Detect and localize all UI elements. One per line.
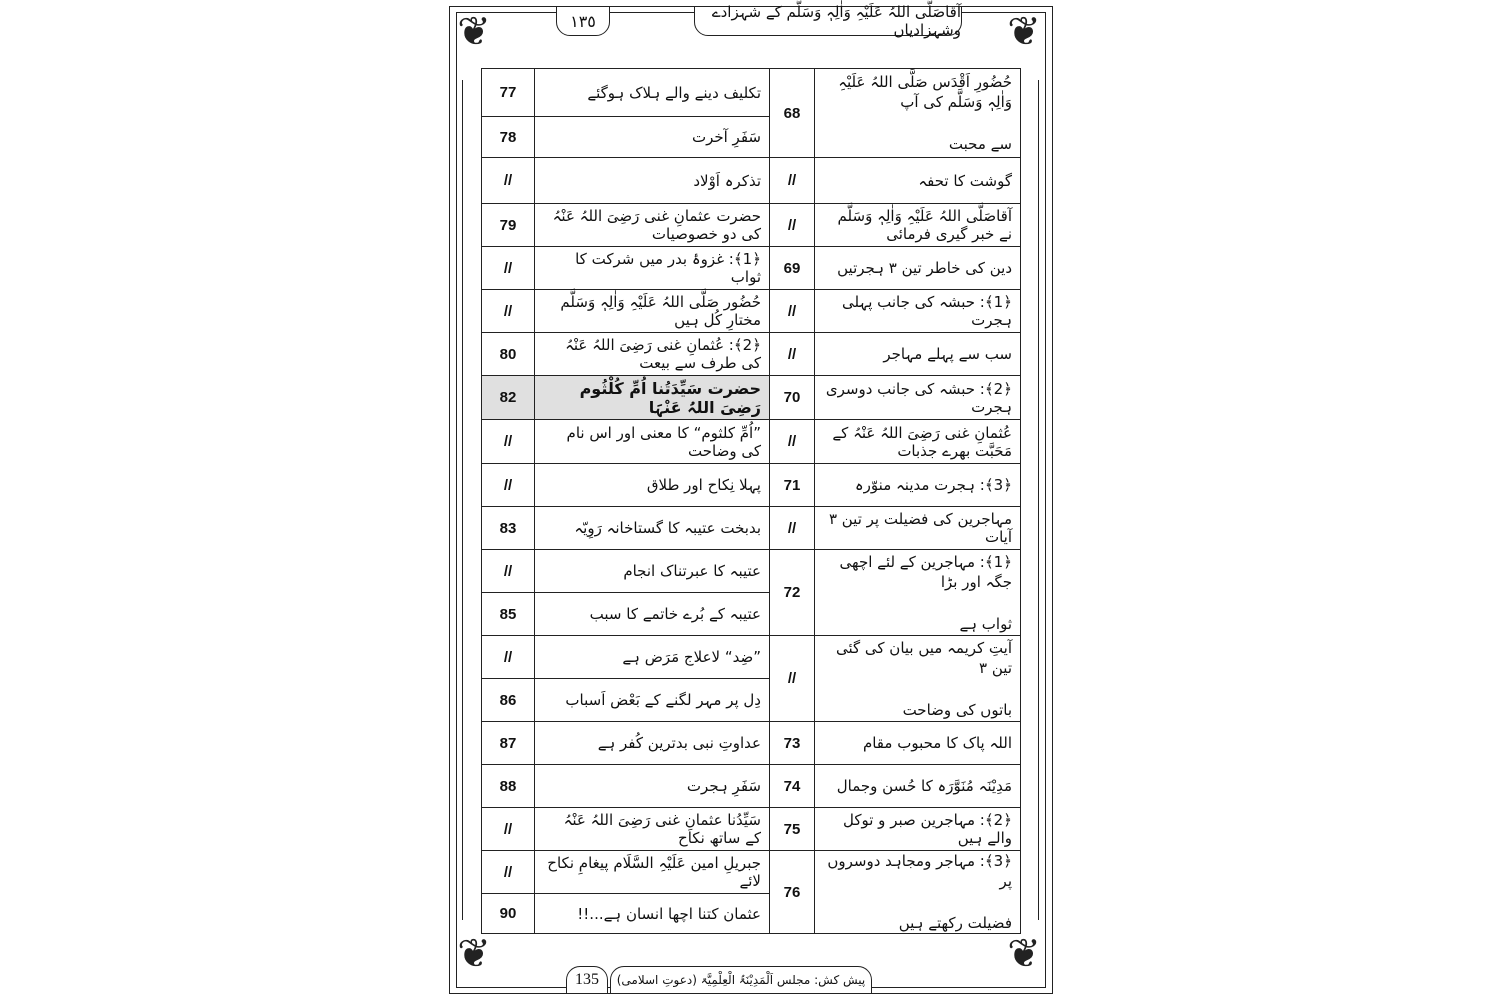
right-entry-line: ﴿1﴾: مہاجرین کے لئے اچھی جگہ اور بڑا xyxy=(839,552,1012,591)
right-page-number: // xyxy=(770,333,815,376)
left-ornament-rule xyxy=(462,80,463,920)
left-page-number: 78 xyxy=(482,117,535,158)
right-page-number: 75 xyxy=(770,808,815,851)
left-page-number: // xyxy=(482,290,535,333)
right-entry[interactable]: ﴿1﴾: حبشہ کی جانب پہلی ہجرت xyxy=(815,290,1021,333)
left-entry[interactable]: تکلیف دینے والے ہلاک ہوگئے xyxy=(535,69,770,117)
left-entry[interactable]: عداوتِ نبی بدترین کُفر ہے xyxy=(535,722,770,765)
right-page-number: 76 xyxy=(770,851,815,934)
table-row xyxy=(482,464,1021,507)
left-entry[interactable]: سَفَرِ ہجرت xyxy=(535,765,770,808)
left-page-number: 79 xyxy=(482,204,535,247)
right-page-number: // xyxy=(770,507,815,550)
left-page-number: // xyxy=(482,808,535,851)
left-page-number: // xyxy=(482,247,535,290)
right-entry-line: آیتِ کریمہ میں بیان کی گئی تین ۳ xyxy=(835,638,1012,677)
table-row-highlighted xyxy=(482,376,1021,420)
left-page-number: // xyxy=(482,851,535,894)
right-page-number: 71 xyxy=(770,464,815,507)
left-entry[interactable]: سَفَرِ آخرت xyxy=(535,117,770,158)
left-entry[interactable]: عثمان کتنا اچھا انسان ہے...!! xyxy=(535,894,770,934)
right-entry-line: باتوں کی وضاحت xyxy=(902,700,1012,719)
left-page-number: 87 xyxy=(482,722,535,765)
left-entry[interactable]: حضرت عثمانِ غنی رَضِیَ اللہُ عَنْہُ کی دو خصوصیات xyxy=(535,204,770,247)
right-page-number: // xyxy=(770,290,815,333)
left-page-number: // xyxy=(482,636,535,679)
right-page-number: // xyxy=(770,420,815,464)
left-entry[interactable]: سَیِّدُنا عثمانِ غنی رَضِیَ اللہُ عَنْہُ کے ساتھ نکاح xyxy=(535,808,770,851)
corner-ornament-icon: ❦ xyxy=(457,9,491,55)
table-row xyxy=(482,247,1021,290)
header-page-number: ١٣٥ xyxy=(556,6,610,36)
left-page-number: 77 xyxy=(482,69,535,117)
right-page-number: 68 xyxy=(770,69,815,158)
table-row xyxy=(482,550,1021,593)
left-entry[interactable]: جبریلِ امین عَلَیْہِ السَّلَام پیغامِ نکاح لائے xyxy=(535,851,770,894)
table-row xyxy=(482,851,1021,894)
left-page-number: 85 xyxy=(482,593,535,636)
right-entry-line: سے محبت xyxy=(948,135,1012,153)
table-row xyxy=(482,204,1021,247)
table-row xyxy=(482,290,1021,333)
left-entry[interactable]: تذکرہ اَوْلاد xyxy=(535,158,770,204)
right-entry[interactable]: دین کی خاطر تین ۳ ہجرتیں xyxy=(815,247,1021,290)
right-entry[interactable]: ﴿2﴾: حبشہ کی جانب دوسری ہجرت xyxy=(815,376,1021,420)
right-page-number: // xyxy=(770,204,815,247)
right-page-number: 70 xyxy=(770,376,815,420)
right-page-number: 73 xyxy=(770,722,815,765)
table-row xyxy=(482,69,1021,117)
right-page-number: // xyxy=(770,158,815,204)
table-row xyxy=(482,765,1021,808)
left-page-number: 88 xyxy=(482,765,535,808)
right-entry[interactable]: اللہ پاک کا محبوب مقام xyxy=(815,722,1021,765)
left-entry[interactable]: بدبخت عتیبہ کا گستاخانہ رَوِیّہ xyxy=(535,507,770,550)
table-row xyxy=(482,420,1021,464)
right-entry[interactable]: آقاصَلَّی اللہُ عَلَیْہِ وَاٰلِہٖ وَسَلَّم نے خبر گیری فرمائی xyxy=(815,204,1021,247)
right-entry[interactable] xyxy=(815,851,1021,934)
left-page-number: 90 xyxy=(482,894,535,934)
left-entry[interactable]: ”اُمِّ کلثوم“ کا معنی اور اس نام کی وضاحت xyxy=(535,420,770,464)
right-page-number: // xyxy=(770,636,815,722)
left-entry-heading[interactable]: حضرت سَیِّدَتُنا اُمِّ کُلْثُوم رَضِیَ اللہُ عَنْہَا xyxy=(535,376,770,420)
right-entry[interactable] xyxy=(815,550,1021,636)
table-row xyxy=(482,158,1021,204)
right-entry[interactable]: عُثمانِ غنی رَضِیَ اللہُ عَنْہُ کے مَحَبَّت بھرے جذبات xyxy=(815,420,1021,464)
table-row xyxy=(482,636,1021,679)
right-entry-line: حُضُورِ اَقْدَس صَلَّی اللہُ عَلَیْہِ وَاٰلِہٖ وَسَلَّم کی آپ xyxy=(838,73,1012,111)
left-entry[interactable]: دِل پر مہر لگنے کے بَعْض اَسباب xyxy=(535,679,770,722)
corner-ornament-icon: ❦ xyxy=(457,931,491,977)
right-page-number: 69 xyxy=(770,247,815,290)
right-ornament-rule xyxy=(1038,80,1039,920)
right-entry-line: ثواب ہے xyxy=(959,614,1012,633)
table-row xyxy=(482,333,1021,376)
left-entry[interactable]: عتیبہ کے بُرے خاتمے کا سبب xyxy=(535,593,770,636)
left-entry[interactable]: ﴿2﴾: عُثمانِ غنی رَضِیَ اللہُ عَنْہُ کی طرف سے بیعت xyxy=(535,333,770,376)
publisher-credit: پیش کش: مجلس اَلْمَدِیْنَۃُ الْعِلْمِیَّۃ (دعوتِ اسلامی) xyxy=(610,966,872,994)
left-page-number: // xyxy=(482,464,535,507)
right-entry[interactable]: مَدِیْنَہ مُنَوَّرَہ کا حُسن وجمال xyxy=(815,765,1021,808)
right-entry[interactable]: ﴿2﴾: مہاجرین صبر و توکل والے ہیں xyxy=(815,808,1021,851)
right-entry-line: فضیلت رکھتے ہیں xyxy=(898,914,1012,932)
right-page-number: 74 xyxy=(770,765,815,808)
left-entry[interactable]: حُضُور صَلَّی اللہُ عَلَیْہِ وَاٰلِہٖ وَسَلَّم مختارِ کُل ہیں xyxy=(535,290,770,333)
table-row xyxy=(482,722,1021,765)
corner-ornament-icon: ❦ xyxy=(1007,931,1041,977)
right-entry-line: ﴿3﴾: مہاجر ومجاہد دوسروں پر xyxy=(827,852,1012,890)
footer-page-number: 135 xyxy=(566,966,608,994)
table-row xyxy=(482,507,1021,550)
corner-ornament-icon: ❦ xyxy=(1007,9,1041,55)
left-entry[interactable]: ”ضِد“ لاعلاج مَرَض ہے xyxy=(535,636,770,679)
left-entry[interactable]: ﴿1﴾: غزوۂ بدر میں شرکت کا ثواب xyxy=(535,247,770,290)
left-page-number: 82 xyxy=(482,376,535,420)
left-entry[interactable]: پہلا نِکاح اور طلاق xyxy=(535,464,770,507)
right-entry[interactable]: ﴿3﴾: ہجرت مدینہ منوّرہ xyxy=(815,464,1021,507)
right-entry[interactable]: مہاجرین کی فضیلت پر تین ۳ آیات xyxy=(815,507,1021,550)
right-entry[interactable]: گوشت کا تحفہ xyxy=(815,158,1021,204)
right-entry[interactable] xyxy=(815,636,1021,722)
left-page-number: 86 xyxy=(482,679,535,722)
contents-table xyxy=(481,68,1021,934)
table-row xyxy=(482,808,1021,851)
right-entry[interactable]: سب سے پہلے مہاجر xyxy=(815,333,1021,376)
left-page-number: 83 xyxy=(482,507,535,550)
left-page-number: // xyxy=(482,158,535,204)
left-page-number: 80 xyxy=(482,333,535,376)
running-title: آقاصَلَّی اللہُ عَلَیْہِ وَاٰلِہٖ وَسَلَّم کے شہزادے وشہزادیاں xyxy=(694,6,962,36)
left-page-number: // xyxy=(482,550,535,593)
right-entry[interactable] xyxy=(815,69,1021,158)
left-page-number: // xyxy=(482,420,535,464)
right-page-number: 72 xyxy=(770,550,815,636)
left-entry[interactable]: عتیبہ کا عبرتناک انجام xyxy=(535,550,770,593)
